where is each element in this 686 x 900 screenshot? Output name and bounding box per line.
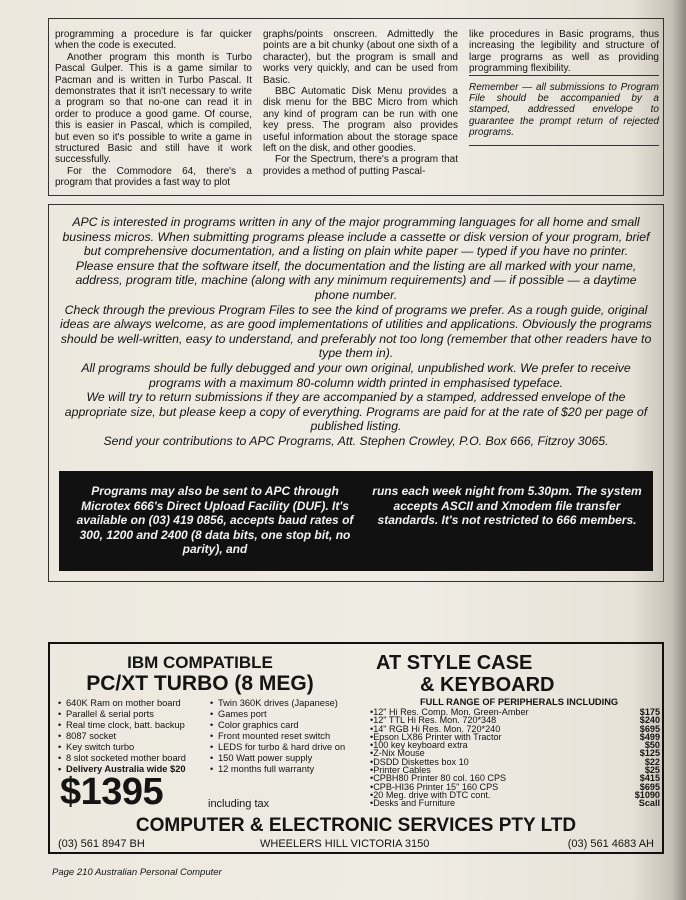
peripheral-name: • 12" TTL Hi Res. Mon. 720*348 [370, 716, 496, 724]
feature-item: • Key switch turbo [58, 742, 208, 753]
peripheral-price: $695 [639, 781, 660, 792]
guideline-paragraph: Send your contributions to APC Programs, Att. Stephen Crowley, P.O. Box 666, Fitzroy 3065. [103, 433, 609, 448]
article-paragraph: programming a procedure is far quicker when the code is executed. [55, 29, 252, 52]
peripheral-price: $125 [639, 748, 660, 759]
article-column-1 [55, 29, 252, 189]
peripheral-name: • 20 Meg. drive with DTC cont. [370, 791, 490, 799]
feature-item: • Twin 360K drives (Japanese) [210, 698, 360, 709]
upload-facility-banner [59, 471, 653, 571]
feature-item: • LEDS for turbo & hard drive on [210, 742, 360, 753]
guideline-paragraph: Check through the previous Program Files to see the kind of programs we prefer. As a rough guide, original ideas are always welcome, as are good implementations of utilities and applications. Obviously the programs should be well-written, easy to understand, and preferably not too long (remember that other readers have to type them in). [60, 302, 652, 361]
guideline-paragraph: APC is interested in programs written in any of the major programming languages for all home and small business micros. When submitting programs please include a cassette or disk version of your program, brief but comprehensive documentation, and a listing on plain white paper — typed if you have no printer. [62, 215, 650, 259]
program-file-article [48, 18, 664, 196]
article-paragraph: like procedures in Basic programs, thus increasing the legibility and structure of large programs as well as providing programming flexibility. [469, 29, 659, 75]
feature-list-left [58, 698, 208, 775]
article-paragraph: For the Spectrum, there's a program that provides a method of putting Pascal- [263, 154, 458, 177]
feature-item: • Real time clock, batt. backup [58, 720, 208, 731]
phone-business-hours: (03) 561 8947 BH [58, 838, 145, 850]
peripheral-name: • CPBH80 Printer 80 col. 160 CPS [370, 774, 506, 782]
ad-price: $1395 [60, 771, 164, 813]
peripheral-name: • Printer Cables [370, 766, 431, 774]
feature-item: • Parallel & serial ports [58, 709, 208, 720]
peripheral-name: • 14" RGB Hi Res. Mon. 720*240 [370, 725, 500, 733]
feature-item: • 8087 socket [58, 731, 208, 742]
peripheral-name: • 100 key keyboard extra [370, 741, 468, 749]
feature-item: • Games port [210, 709, 360, 720]
article-paragraph: Another program this month is Turbo Pascal Gulper. This is a game similar to Pacman and is written in Turbo Pascal. It demonstrates that it isn't necessary to write a program so that no-one can read it in order to produce a good game. Of course, this is easier in Pascal, which is compiled, but even so it's possible to write a game in structured Basic and still have it work successfully. [55, 51, 252, 166]
peripheral-price: $1090 [634, 789, 660, 800]
article-column-2 [263, 29, 458, 177]
banner-text-right: runs each week night from 5.30pm. The system accepts ASCII and Xmodem file transfer standards. It's not restricted to 666 members. [372, 484, 642, 528]
page-footer: Page 210 Australian Personal Computer [52, 867, 222, 878]
peripheral-name: • 12" Hi Res. Comp. Mon. Green-Amber [370, 708, 529, 716]
peripheral-price-list [370, 708, 660, 808]
feature-item: • Front mounted reset switch [210, 731, 360, 742]
peripheral-name: • CPB-HI36 Printer 15" 160 CPS [370, 783, 498, 791]
guideline-paragraph: We will try to return submissions if they are accompanied by a stamped, addressed envelope of the appropriate size, but please keep a copy of everything. Programs are paid for at the rate of $20 per page of published listing. [64, 390, 648, 434]
list-item [370, 799, 660, 807]
feature-item: • 640K Ram on mother board [58, 698, 208, 709]
page-edge-shadow [672, 0, 686, 900]
ad-ibm-title: IBM COMPATIBLE [127, 653, 273, 672]
peripheral-price: $25 [644, 765, 660, 776]
peripheral-name: • DSDD Diskettes box 10 [370, 758, 469, 766]
peripheral-name: • Desks and Furniture [370, 799, 455, 807]
company-name: COMPUTER & ELECTRONIC SERVICES PTY LTD [135, 815, 577, 836]
peripheral-price: $415 [639, 773, 660, 784]
feature-item: • Delivery Australia wide $20 [58, 764, 208, 775]
peripheral-price: $499 [639, 731, 660, 742]
price-note: including tax [208, 798, 270, 810]
at-keyboard-title: & KEYBOARD [420, 674, 555, 696]
peripheral-price: $22 [644, 756, 660, 767]
submissions-box [48, 204, 664, 582]
submission-guidelines [59, 215, 653, 449]
peripheral-price: $695 [639, 723, 660, 734]
article-paragraph: graphs/points onscreen. Admittedly the points are a bit chunky (about one sixth of a character), but the program is small and works very quickly, and can be used from Basic. [263, 29, 458, 86]
peripheral-price: Scall [638, 798, 660, 809]
article-paragraph: BBC Automatic Disk Menu provides a disk menu for the BBC Micro from which any kind of program can be run with one key press. The program also provides useful information about the storage space left on the disk, and other goodies. [263, 86, 458, 155]
peripheral-price: $50 [644, 740, 660, 751]
guideline-paragraph: Please ensure that the software itself, the documentation and the listing are all marked with your name, address, program title, machine (along with any minimum requirements) and — if possible — a daytime phone number. [75, 258, 637, 302]
banner-text-left: Programs may also be sent to APC through Microtex 666's Direct Upload Facility (DUF). It's available on (03) 419 0856, accepts baud rates of 300, 1200 and 2400 (8 data bits, one stop bit, no parity), and [76, 484, 354, 557]
feature-item: • Color graphics card [210, 720, 360, 731]
peripheral-name: • Z-Nix Mouse [370, 749, 425, 757]
peripheral-price: $175 [639, 707, 660, 717]
remember-note: Remember — all submissions to Program File should be accompanied by a stamped, addressed envelope to guarantee the prompt return of rejected programs. [469, 75, 659, 146]
peripheral-name: • Epson LX86 Printer with Tractor [370, 733, 502, 741]
computer-advertisement [48, 642, 664, 854]
article-column-3 [469, 29, 659, 146]
guideline-paragraph: All programs should be fully debugged and your own original, unpublished work. We prefer to receive programs with a maximum 80-column width printed in emphasised typeface. [81, 360, 631, 390]
company-address: WHEELERS HILL VICTORIA 3150 [260, 838, 430, 850]
peripherals-heading: FULL RANGE OF PERIPHERALS INCLUDING [420, 697, 619, 707]
at-case-title: AT STYLE CASE [376, 652, 533, 674]
feature-item: • 12 months full warranty [210, 764, 360, 775]
feature-item: • 8 slot socketed mother board [58, 753, 208, 764]
article-paragraph: For the Commodore 64, there's a program that provides a fast way to plot [55, 165, 252, 189]
phone-after-hours: (03) 561 4683 AH [567, 838, 654, 850]
ad-ibm-subtitle: PC/XT TURBO (8 MEG) [86, 672, 314, 695]
feature-list-right [210, 698, 360, 775]
feature-item: • 150 Watt power supply [210, 753, 360, 764]
peripheral-price: $240 [639, 715, 660, 726]
